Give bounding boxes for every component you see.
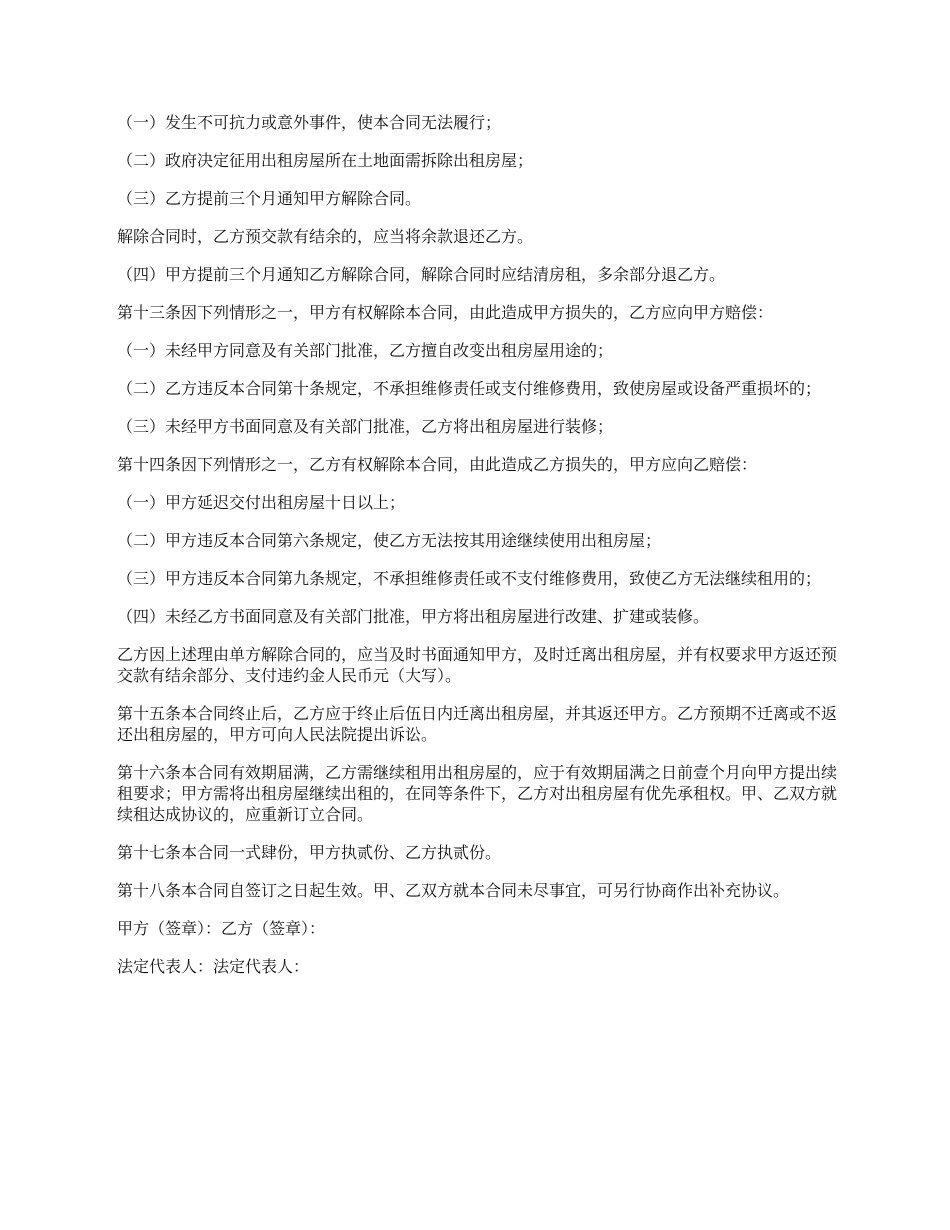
article-13: 第十三条因下列情形之一，甲方有权解除本合同，由此造成甲方损失的，乙方应向甲方赔偿： bbox=[117, 303, 774, 322]
article-14-remedy-text: 乙方因上述理由单方解除合同的，应当及时书面通知甲方，及时迁离出租房屋，并有权要求甲方返还预交款有结余部分、支付违约金人民币元（大写）。 bbox=[117, 645, 838, 685]
article-13-item-1: （一）未经甲方同意及有关部门批准，乙方擅自改变出租房屋用途的； bbox=[117, 341, 614, 360]
clause-item-force-majeure: （一）发生不可抗力或意外事件，使本合同无法履行； bbox=[117, 113, 502, 132]
article-14-item-1: （一）甲方延迟交付出租房屋十日以上； bbox=[117, 493, 406, 512]
article-15: 第十五条本合同终止后，乙方应于终止后伍日内迁离出租房屋，并其返还甲方。乙方预期不迁离或不返还出租房屋的，甲方可向人民法院提出诉讼。 bbox=[117, 704, 838, 744]
clause-item-landlord-notice: （四）甲方提前三个月通知乙方解除合同，解除合同时应结清房租，多余部分退乙方。 bbox=[117, 265, 726, 284]
article-16: 第十六条本合同有效期届满，乙方需继续租用出租房屋的，应于有效期届满之日前壹个月向甲方提出续租要求；甲方需将出租房屋继续出租的，在同等条件下，乙方对出租房屋有优先承租权。甲、乙双方就续租达成协议的，应重新订立合同。 bbox=[117, 763, 838, 824]
clause-text-refund-on-termination: 解除合同时，乙方预交款有结余的，应当将余款退还乙方。 bbox=[117, 227, 534, 246]
article-14-item-3: （三）甲方违反本合同第九条规定，不承担维修责任或不支付维修费用，致使乙方无法继续租用的； bbox=[117, 569, 822, 588]
legal-representative-line: 法定代表人：法定代表人： bbox=[117, 957, 310, 976]
article-18: 第十八条本合同自签订之日起生效。甲、乙双方就本合同未尽事宜，可另行协商作出补充协议。 bbox=[117, 881, 790, 900]
signature-line: 甲方（签章）：乙方（签章）： bbox=[117, 919, 326, 938]
article-14: 第十四条因下列情形之一，乙方有权解除本合同，由此造成乙方损失的，甲方应向乙赔偿： bbox=[117, 455, 758, 474]
article-17: 第十七条本合同一式肆份，甲方执贰份、乙方执贰份。 bbox=[117, 843, 502, 862]
article-14-item-2: （二）甲方违反本合同第六条规定，使乙方无法按其用途继续使用出租房屋； bbox=[117, 531, 662, 550]
clause-item-government-expropriation: （二）政府决定征用出租房屋所在土地面需拆除出租房屋； bbox=[117, 151, 534, 170]
clause-item-tenant-notice: （三）乙方提前三个月通知甲方解除合同。 bbox=[117, 189, 422, 208]
article-14-item-4: （四）未经乙方书面同意及有关部门批准，甲方将出租房屋进行改建、扩建或装修。 bbox=[117, 607, 710, 626]
article-13-item-3: （三）未经甲方书面同意及有关部门批准，乙方将出租房屋进行装修； bbox=[117, 417, 614, 436]
document-page bbox=[117, 112, 850, 994]
article-13-item-2: （二）乙方违反本合同第十条规定，不承担维修责任或支付维修费用，致使房屋或设备严重损坏的； bbox=[117, 379, 822, 398]
